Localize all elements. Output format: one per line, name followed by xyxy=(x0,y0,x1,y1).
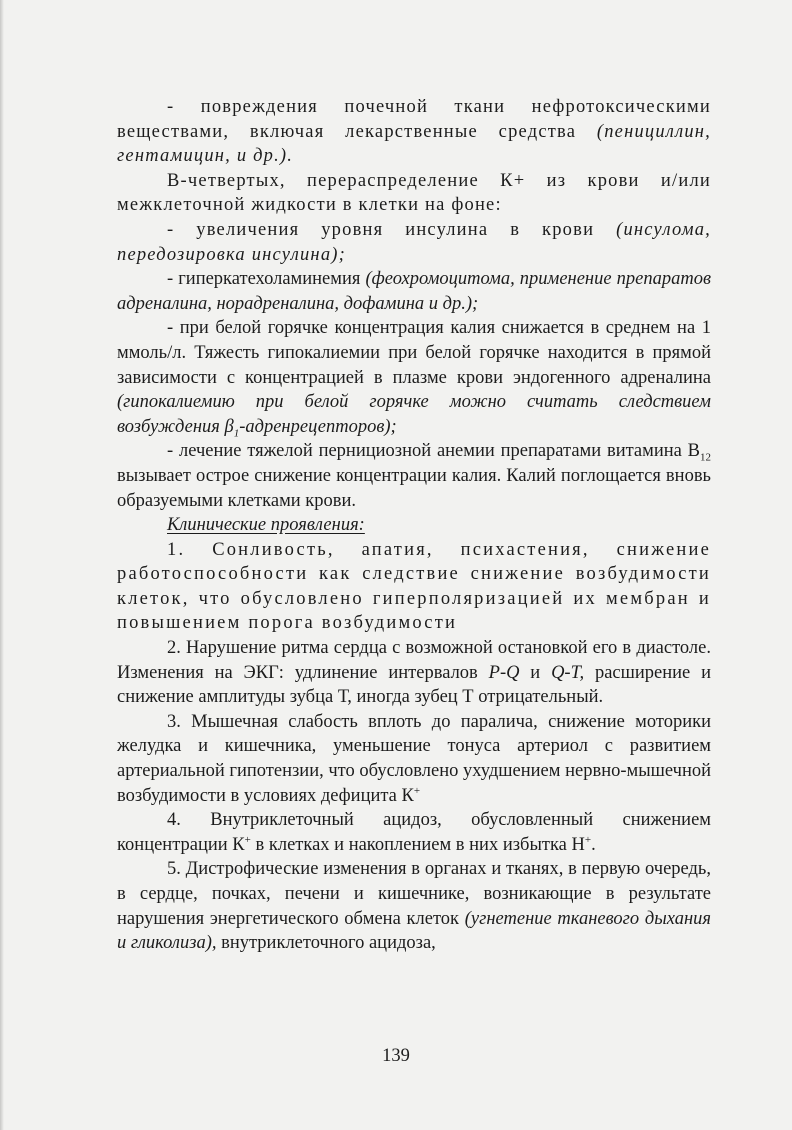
paragraph-text: 2. Нарушение ритма сердца с возможной остановкой его в диастоле. Изменения на ЭКГ: удлинение интервалов xyxy=(117,638,711,683)
paragraph-text: и xyxy=(519,662,552,683)
page-number: 139 xyxy=(382,1046,410,1066)
paragraph-italic: -адренрецепторов); xyxy=(239,416,397,437)
paragraph-text: внутриклеточного ацидоза, xyxy=(216,933,436,954)
paragraph-text: 3. Мышечная слабость вплоть до паралича, снижение моторики желудка и кишечника, уменьшение тонуса артериол с развитием артериальной гипотензии, что обусловлено ухудшением нервно-мышечной возбудимости в условиях дефицита К xyxy=(117,711,711,806)
paragraph-insulin xyxy=(117,218,711,267)
paragraph-italic: P-Q xyxy=(488,662,520,683)
subscript: 1 xyxy=(233,427,240,440)
paragraph-text: - гиперкатехоламинемия xyxy=(167,269,366,290)
paragraph-nephrotoxic xyxy=(117,95,711,169)
paragraph-text: - увеличения уровня инсулина в крови xyxy=(167,219,617,240)
superscript: + xyxy=(244,833,251,846)
paragraph-text: в клетках и накоплением в них избытка Н xyxy=(250,834,585,855)
body-text xyxy=(117,95,711,956)
paragraph-item-4 xyxy=(117,808,711,857)
paragraph-italic: (инсулома, передозировка инсулина); xyxy=(117,219,711,265)
section-heading: Клинические проявления: xyxy=(167,515,365,536)
paragraph-item-2 xyxy=(117,636,711,710)
superscript: + xyxy=(584,833,592,846)
paragraph-text: В-четвертых, перераспределение К+ из крови и/или межклеточной жидкости в клетки на фоне: xyxy=(117,170,711,216)
paragraph-redistribution xyxy=(117,169,711,218)
paragraph-italic: Q-T, xyxy=(551,662,585,683)
paragraph-italic: (гипокалиемию при белой горячке можно считать следствием возбуждения β xyxy=(117,392,711,437)
paragraph-text: вызывает острое снижение концентрации калия. Калий поглощается вновь образуемыми клетками крови. xyxy=(117,465,711,511)
paragraph-text: . xyxy=(591,834,596,855)
paragraph-item-3 xyxy=(117,710,711,808)
paragraph-text: 4. Внутриклеточный ацидоз, обусловленный снижением концентрации К xyxy=(117,810,711,855)
paragraph-item-1 xyxy=(117,538,711,636)
paragraph-text: расширение и снижение амплитуды зубца Т, иногда зубец Т отрицательный. xyxy=(117,662,711,708)
paragraph-text: - лечение тяжелой пернициозной анемии препаратами витамина В xyxy=(167,441,700,462)
paragraph-text: - повреждения почечной ткани нефротоксическими веществами, включая лекарственные средства xyxy=(117,97,711,142)
superscript: + xyxy=(413,784,421,797)
paragraph-item-5 xyxy=(117,857,711,955)
paragraph-italic: (пенициллин, гентамицин, и др.). xyxy=(117,121,711,167)
paragraph-text: 5. Дистрофические изменения в органах и тканях, в первую очередь, в сердце, почках, печени и кишечнике, возникающие в результате нарушения энергетического обмена клеток xyxy=(117,859,711,929)
paragraph-italic: (феохромоцитома, применение препаратов адреналина, норадреналина, дофамина и др.); xyxy=(117,269,711,314)
scan-edge-shadow xyxy=(0,0,4,1130)
paragraph-anemia xyxy=(117,439,711,513)
paragraph-catecholamines xyxy=(117,267,711,316)
paragraph-delirium xyxy=(117,316,711,439)
paragraph-text: - при белой горячке концентрация калия снижается в среднем на 1 ммоль/л. Тяжесть гипокалиемии при белой горячке находится в прямой зависимости с концентрацией в плазме крови эндогенного адреналина xyxy=(117,318,711,388)
paragraph-italic: (угнетение тканевого дыхания и гликолиза), xyxy=(117,908,711,954)
paragraph-text: 1. Сонливость, апатия, психастения, снижение работоспособности как следствие снижение возбудимости клеток, что обусловлено гиперполяризацией их мембран и повышением порога возбудимости xyxy=(117,539,711,634)
subscript: 12 xyxy=(700,452,711,464)
